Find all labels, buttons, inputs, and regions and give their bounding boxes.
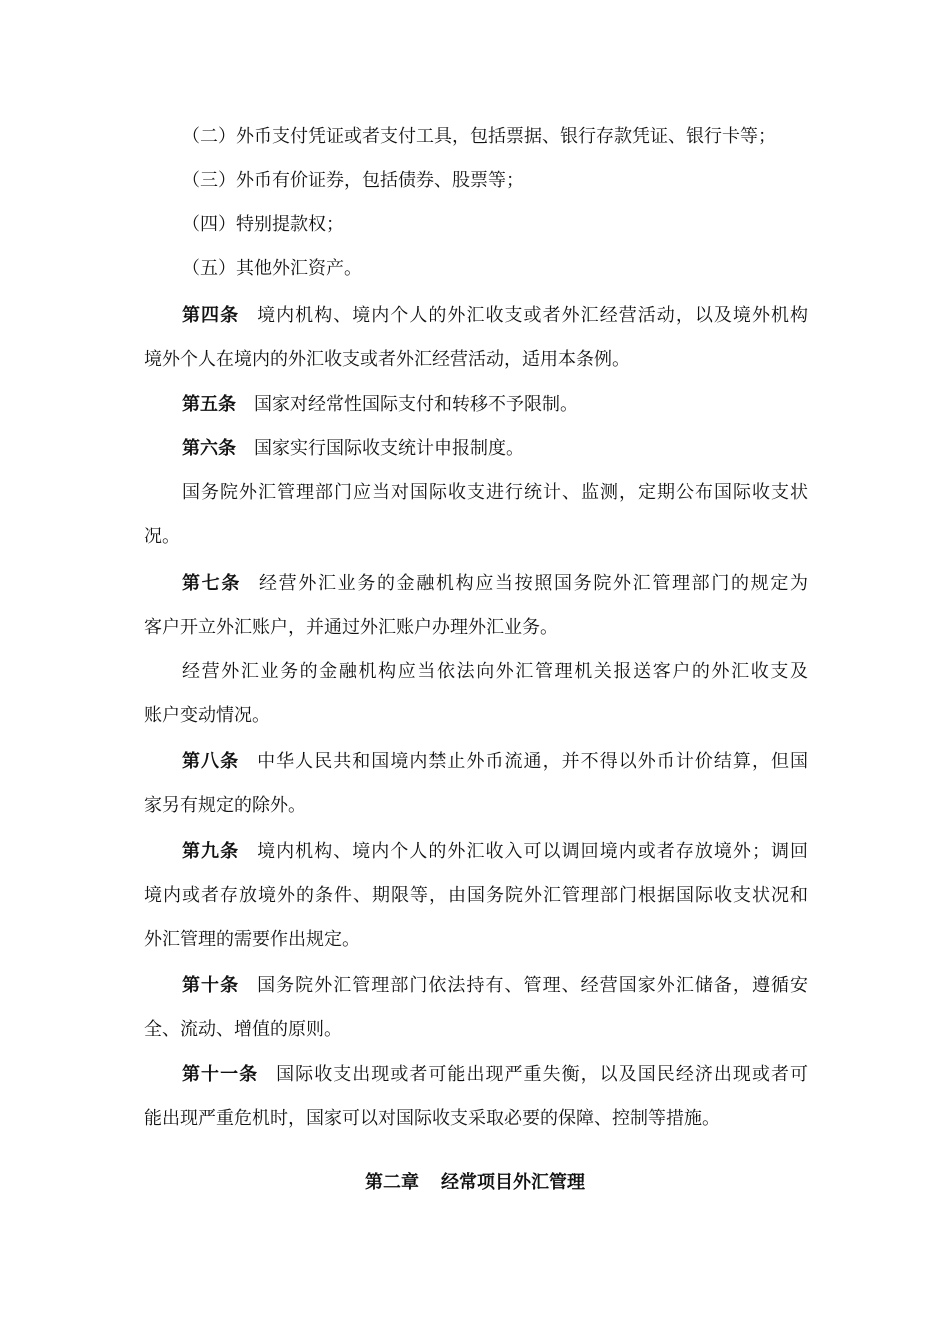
article-text: 境内机构、境内个人的外汇收入可以调回境内或者存放境外；调回 (257, 841, 809, 862)
article-5 (144, 383, 808, 427)
list-item: （四）特别提款权； (182, 214, 344, 235)
article-9 (144, 830, 808, 962)
article-6 (144, 427, 808, 559)
article-text: 外汇管理的需要作出规定。 (144, 929, 360, 950)
article-7 (144, 562, 808, 738)
article-text: 经营外汇业务的金融机构应当按照国务院外汇管理部门的规定为 (259, 573, 808, 594)
article-text: 国务院外汇管理部门依法持有、管理、经营国家外汇储备，遵循安 (257, 975, 809, 996)
article-text: 况。 (144, 526, 180, 547)
article-number: 第十一条 (182, 1064, 259, 1085)
article-text: 家另有规定的除外。 (144, 795, 306, 816)
list-item: （五）其他外汇资产。 (182, 258, 362, 279)
article-text: 账户变动情况。 (144, 705, 270, 726)
chapter-number: 第二章 (365, 1172, 419, 1193)
article-number: 第十条 (182, 975, 240, 996)
chapter-heading (0, 1161, 950, 1205)
article-text: 全、流动、增值的原则。 (144, 1019, 342, 1040)
article-text: 能出现严重危机时，国家可以对国际收支采取必要的保障、控制等措施。 (144, 1108, 720, 1129)
item-list (144, 115, 808, 291)
article-number: 第七条 (182, 573, 241, 594)
article-8 (144, 740, 808, 828)
article-10 (144, 964, 808, 1052)
article-text: 经营外汇业务的金融机构应当依法向外汇管理机关报送客户的外汇收支及 (182, 661, 808, 682)
article-number: 第八条 (182, 751, 240, 772)
article-text: 境内或者存放境外的条件、期限等，由国务院外汇管理部门根据国际收支状况和 (144, 885, 808, 906)
article-4 (144, 294, 808, 382)
article-number: 第六条 (182, 438, 236, 459)
article-11 (144, 1053, 808, 1141)
article-text: 国际收支出现或者可能出现严重失衡，以及国民经济出现或者可 (276, 1064, 809, 1085)
chapter-title: 经常项目外汇管理 (441, 1172, 585, 1193)
article-text: 国家实行国际收支统计申报制度。 (254, 438, 524, 459)
article-text: 境内机构、境内个人的外汇收支或者外汇经营活动，以及境外机构 (257, 305, 809, 326)
article-text: 中华人民共和国境内禁止外币流通，并不得以外币计价结算，但国 (257, 751, 809, 772)
list-item: （三）外币有价证券，包括债券、股票等； (182, 170, 524, 191)
article-text: 国家对经常性国际支付和转移不予限制。 (254, 394, 578, 415)
article-number: 第五条 (182, 394, 236, 415)
article-text: 客户开立外汇账户，并通过外汇账户办理外汇业务。 (144, 617, 558, 638)
article-text: 境外个人在境内的外汇收支或者外汇经营活动，适用本条例。 (144, 349, 630, 370)
list-item: （二）外币支付凭证或者支付工具，包括票据、银行存款凭证、银行卡等； (182, 126, 776, 147)
article-number: 第四条 (182, 305, 240, 326)
article-number: 第九条 (182, 841, 240, 862)
article-text: 国务院外汇管理部门应当对国际收支进行统计、监测，定期公布国际收支状 (182, 482, 808, 503)
